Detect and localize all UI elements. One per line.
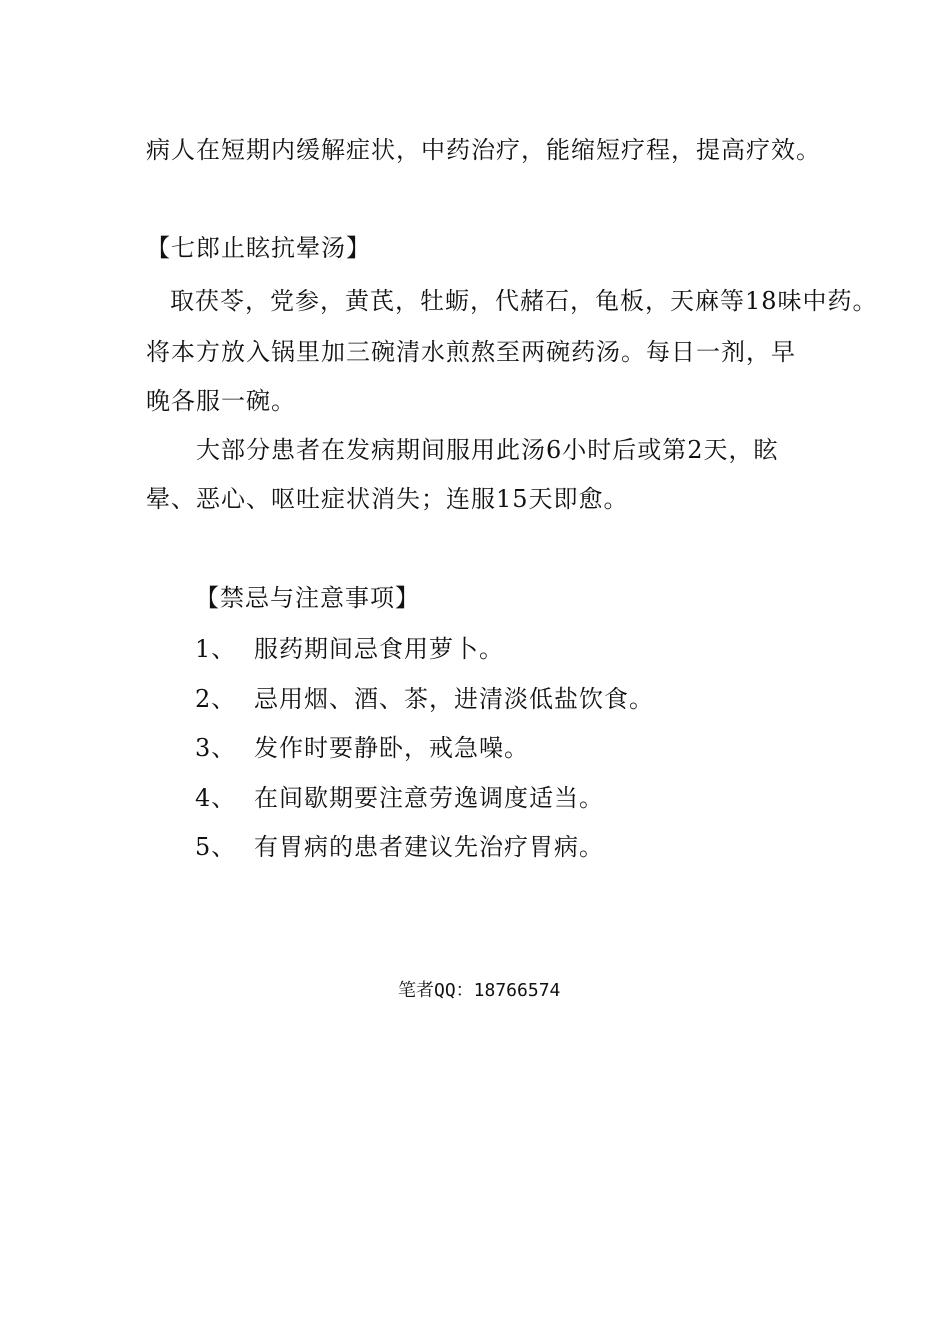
effect-text-line-2: 晕、恶心、呕吐症状消失；连服15天即愈。 <box>146 485 629 513</box>
precautions-heading: 【禁忌与注意事项】 <box>195 584 420 612</box>
intro-paragraph-line: 病人在短期内缓解症状，中药治疗，能缩短疗程，提高疗效。 <box>146 136 821 164</box>
recipe-text-line-2: 将本方放入锅里加三碗清水煎熬至两碗药汤。每日一剂，早 <box>146 338 796 366</box>
list-item-text: 忌用烟、酒、茶，进清淡低盐饮食。 <box>254 685 654 713</box>
recipe-text-line-3: 晚各服一碗。 <box>146 387 296 415</box>
recipe-heading: 【七郎止眩抗晕汤】 <box>146 234 371 262</box>
list-item-text: 发作时要静卧，戒急噪。 <box>254 734 529 762</box>
author-contact: 笔者QQ：18766574 <box>398 980 561 1001</box>
list-item-number: 3、 <box>195 734 237 762</box>
list-item-text: 在间歇期要注意劳逸调度适当。 <box>254 784 604 812</box>
list-item-number: 2、 <box>195 685 237 713</box>
list-item-number: 4、 <box>195 784 237 812</box>
list-item-number: 1、 <box>195 635 237 663</box>
effect-text-line-1: 大部分患者在发病期间服用此汤6小时后或第2天，眩 <box>196 436 779 464</box>
list-item-number: 5、 <box>195 833 237 861</box>
list-item-text: 有胃病的患者建议先治疗胃病。 <box>254 833 604 861</box>
list-item-text: 服药期间忌食用萝卜。 <box>254 635 504 663</box>
recipe-text-line-1: 取茯苓，党参，黄芪，牡蛎，代赭石，龟板，天麻等18味中药。 <box>170 287 878 315</box>
